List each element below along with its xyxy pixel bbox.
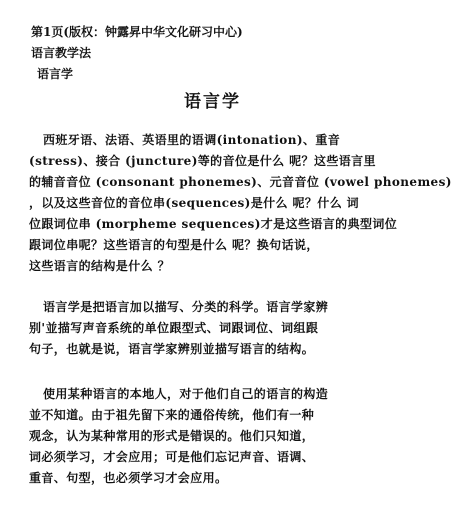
paragraph-line: 词必须学习，才会应用；可是他们忘记声音、语调、 — [29, 450, 315, 464]
page-title: 语言学 — [184, 92, 241, 112]
paragraph-line: ，以及这些音位的音位串(sequences)是什么 呢？什么 词 — [29, 196, 360, 210]
paragraph-line: (stress)、接合 (juncture)等的音位是什么 呢？这些语言里 — [29, 154, 376, 168]
subsection-heading: 语言学 — [37, 67, 74, 81]
paragraph-line: 跟词位串呢？这些语言的句型是什么 呢？换句话说， — [29, 238, 319, 252]
paragraph-line: 位跟词位串 (morpheme sequences)才是这些语言的典型词位 — [29, 217, 398, 231]
paragraph-line: 西班牙语、法语、英语里的语调(intonation)、重音 — [43, 133, 341, 147]
paragraph-line: 别'並描写声音系统的单位跟型式、词跟词位、词组跟 — [29, 321, 319, 335]
paragraph-line: 的辅音音位 (consonant phonemes)、元音音位 (vowel phonemes) — [29, 175, 452, 189]
paragraph-line: 观念，认为某种常用的形式是错误的。他们只知道， — [29, 429, 315, 443]
paragraph-line: 並不知道。由于祖先留下来的通俗传统，他们有一种 — [29, 408, 315, 422]
paragraph-3 — [29, 384, 401, 489]
paragraph-1 — [29, 130, 452, 277]
paragraph-line: 使用某种语言的本地人，对于他们自己的语言的构造 — [43, 387, 329, 401]
paragraph-line: 句子，也就是说，语言学家辨别並描写语言的结构。 — [29, 342, 315, 356]
paragraph-line: 这些语言的结构是什么 ？ — [29, 259, 170, 273]
paragraph-line: 重音、句型，也必须学习才会应用。 — [29, 471, 228, 485]
copyright-header: 第1页(版权：钟露昇中华文化研习中心) — [31, 25, 243, 39]
paragraph-2 — [29, 297, 401, 360]
section-heading: 语言教学法 — [31, 46, 92, 60]
paragraph-line: 语言学是把语言加以描写、分类的科学。语言学家辨 — [43, 300, 329, 314]
